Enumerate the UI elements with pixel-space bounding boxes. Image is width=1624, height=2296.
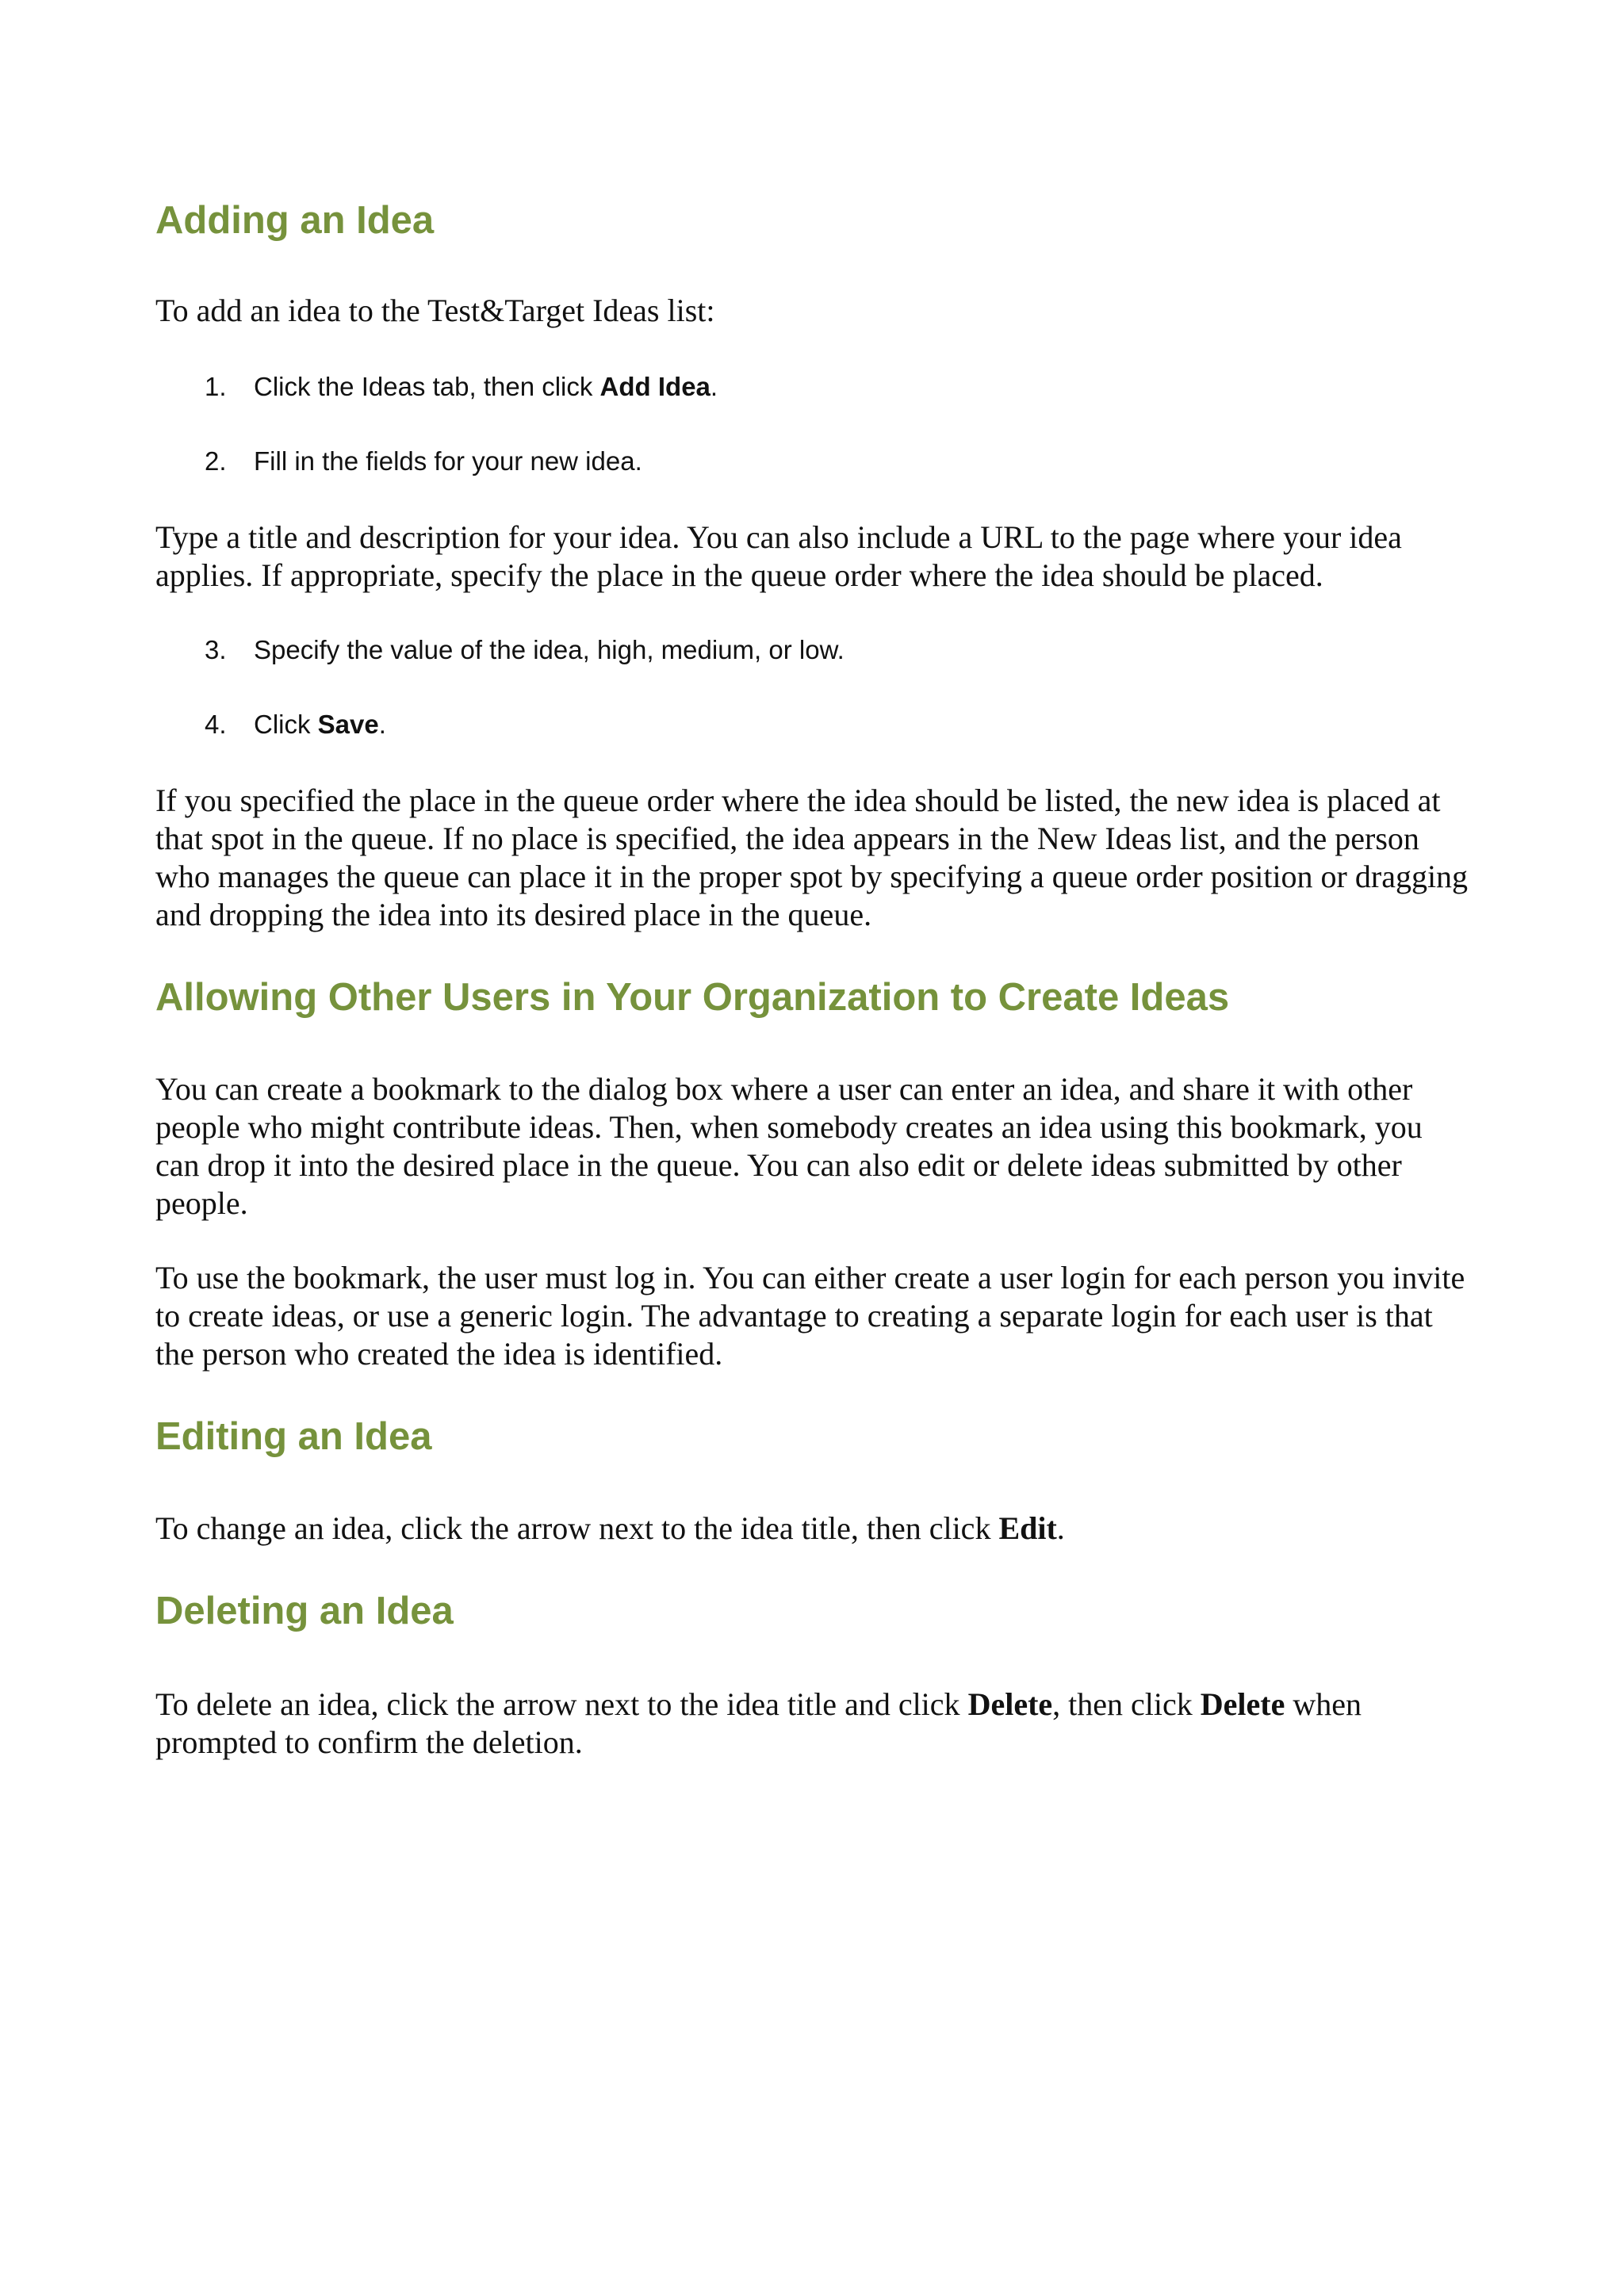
deleting-bold-delete-1: Delete bbox=[967, 1686, 1053, 1722]
step-bold-add-idea: Add Idea bbox=[599, 372, 710, 401]
step-4 bbox=[205, 709, 386, 740]
allowing-paragraph-1: You can create a bookmark to the dialog box where a user can enter an idea, and share it with other people who might contribute ideas. Then, when somebody creates an idea using this bookmark, you can drop it into the desired place in the queue. You can also edit or delete ideas submitted by other people. bbox=[155, 1071, 1423, 1221]
step-2 bbox=[205, 446, 642, 477]
editing-paragraph bbox=[155, 1510, 1472, 1548]
deleting-text-end: when prompted to confirm the deletion. bbox=[155, 1686, 1362, 1760]
deleting-text: To delete an idea, click the arrow next to the idea title and click bbox=[155, 1686, 968, 1722]
deleting-text-mid: , then click bbox=[1052, 1686, 1201, 1722]
deleting-bold-delete-2: Delete bbox=[1200, 1686, 1285, 1722]
heading-allowing-other-users: Allowing Other Users in Your Organization to Create Ideas bbox=[155, 976, 1230, 1019]
step-bold-save: Save bbox=[317, 710, 379, 739]
step-text: Specify the value of the idea, high, medium, or low. bbox=[254, 635, 845, 664]
editing-text: To change an idea, click the arrow next to the idea title, then click bbox=[155, 1510, 999, 1546]
step-text-end: . bbox=[378, 710, 386, 739]
adding-outro: If you specified the place in the queue order where the idea should be listed, the new idea is placed at that spot in the queue. If no place is specified, the idea appears in the New Ideas list, and the person who manages the queue can place it in the proper spot by specifying a queue order position or dragging and dropping the idea into its desired place in the queue. bbox=[155, 783, 1469, 932]
step-number: 3. bbox=[205, 635, 227, 664]
editing-text-end: . bbox=[1056, 1510, 1065, 1546]
heading-adding-an-idea: Adding an Idea bbox=[155, 199, 435, 242]
step-text: Click the Ideas tab, then click bbox=[254, 372, 600, 401]
heading-editing-an-idea: Editing an Idea bbox=[155, 1415, 432, 1458]
step-text-end: . bbox=[710, 372, 718, 401]
step-2-detail: Type a title and description for your idea. You can also include a URL to the page where your idea applies. If appropriate, specify the place in the queue order where the idea should be placed. bbox=[155, 519, 1402, 593]
step-number: 1. bbox=[205, 372, 227, 401]
editing-bold-edit: Edit bbox=[998, 1510, 1057, 1546]
step-3 bbox=[205, 634, 845, 666]
deleting-paragraph bbox=[155, 1686, 1472, 1762]
adding-intro: To add an idea to the Test&Target Ideas list: bbox=[155, 293, 715, 328]
allowing-paragraph-2: To use the bookmark, the user must log in. You can either create a user login for each person you invite to create ideas, or use a generic login. The advantage to creating a separate login for each user is that the person who created the idea is identified. bbox=[155, 1260, 1465, 1372]
step-number: 4. bbox=[205, 710, 227, 739]
step-number: 2. bbox=[205, 446, 227, 476]
step-text: Fill in the fields for your new idea. bbox=[254, 446, 642, 476]
step-1 bbox=[205, 371, 718, 403]
heading-deleting-an-idea: Deleting an Idea bbox=[155, 1590, 454, 1632]
step-text: Click bbox=[254, 710, 318, 739]
